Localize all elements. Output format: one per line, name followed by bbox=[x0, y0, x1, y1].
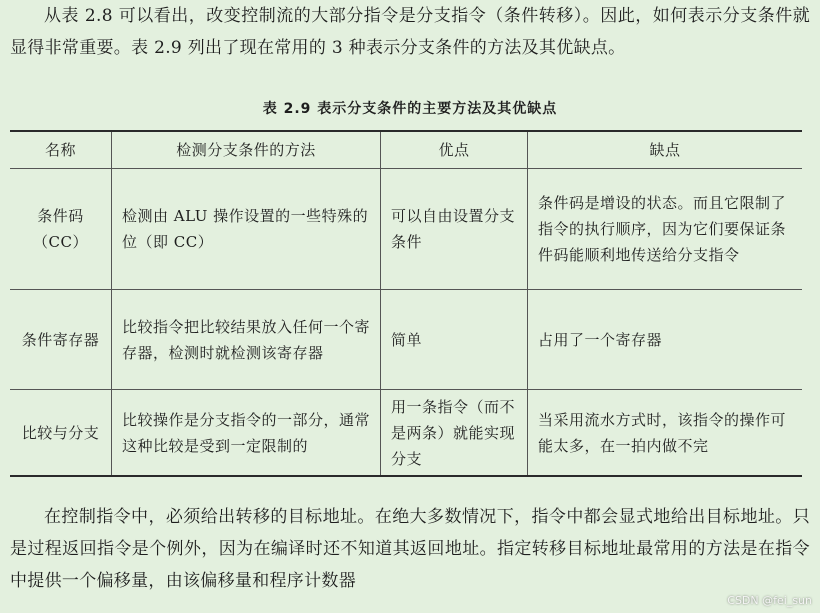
row-cons-cell: 占用了一个寄存器 bbox=[538, 330, 663, 349]
row-name-cell: 比较与分支 bbox=[10, 390, 112, 475]
row-cons-cell: 条件码是增设的状态。而且它限制了指令的执行顺序，因为它们要保证条件码能顺利地传送给分支指令 bbox=[538, 194, 787, 264]
row-name-cell: 条件寄存器 bbox=[10, 290, 112, 389]
comparison-table bbox=[10, 130, 802, 477]
table-caption: 表 2.9 表示分支条件的主要方法及其优缺点 bbox=[262, 101, 558, 117]
table-row bbox=[10, 169, 802, 290]
table-header-row bbox=[10, 132, 802, 169]
row-cons-cell: 当采用流水方式时，该指令的操作可能太多，在一拍内做不完 bbox=[538, 410, 787, 455]
header-method: 检测分支条件的方法 bbox=[112, 132, 381, 168]
outro-paragraph: 在控制指令中，必须给出转移的目标地址。在绝大多数情况下，指令中都会显式地给出目标地址。只是过程返回指令是个例外，因为在编译时还不知道其返回地址。指定转移目标地址最常用的方法是在指令中提供一个偏移量，由该偏移量和程序计数器 bbox=[10, 507, 810, 591]
row-pros-cell: 简单 bbox=[381, 290, 528, 389]
header-pros: 优点 bbox=[381, 132, 528, 168]
row-name-cell: 条件码（CC） bbox=[10, 169, 112, 289]
row-pros-cell: 可以自由设置分支条件 bbox=[381, 169, 528, 289]
row-pros-cell: 用一条指令（而不是两条）就能实现分支 bbox=[381, 390, 528, 475]
header-name: 名称 bbox=[10, 132, 112, 168]
row-method-cell: 检测由 ALU 操作设置的一些特殊的位（即 CC） bbox=[112, 169, 381, 289]
source-watermark: CSDN @fei_sun bbox=[727, 594, 812, 607]
table-row bbox=[10, 290, 802, 390]
row-method-cell: 比较操作是分支指令的一部分，通常这种比较是受到一定限制的 bbox=[112, 390, 381, 475]
intro-paragraph: 从表 2.8 可以看出，改变控制流的大部分指令是分支指令（条件转移）。因此，如何表示分支条件就显得非常重要。表 2.9 列出了现在常用的 3 种表示分支条件的方法及其优缺点。 bbox=[10, 6, 810, 58]
row-method-cell: 比较指令把比较结果放入任何一个寄存器，检测时就检测该寄存器 bbox=[112, 290, 381, 389]
table-row bbox=[10, 390, 802, 475]
header-cons: 缺点 bbox=[649, 141, 681, 159]
